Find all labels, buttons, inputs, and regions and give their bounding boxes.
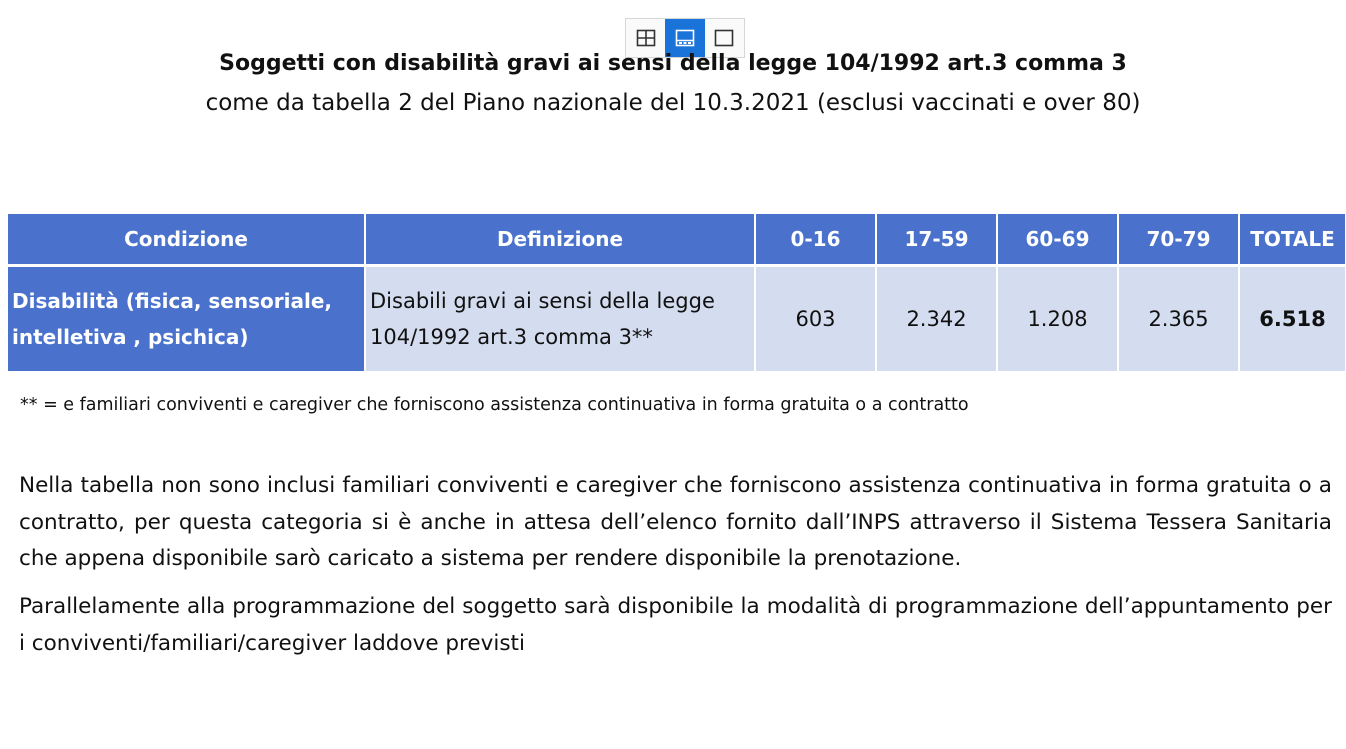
definizione-line2: 104/1992 art.3 comma 3** [370,325,653,349]
paragraph-1: Nella tabella non sono inclusi familiari conviventi e caregiver che forniscono assistenza continuativa in forma gratuita o a contratto, per questa categoria si è anche in attesa dell’elenco fornito dall’INPS attraverso il Sistema Tessera Sanitaria che appena disponibile sarò caricato a sistema per rendere disponibile la prenotazione. [19,473,1332,571]
cell-totale: 6.518 [1239,266,1345,372]
header-definizione: Definizione [365,214,755,266]
header-17-59: 17-59 [876,214,997,266]
grid-layout-icon [636,29,656,47]
paragraph-2: Parallelamente alla programmazione del soggetto sarà disponibile la modalità di programmazione dell’appuntamento per i conviventi/familiari/caregiver laddove previsti [19,594,1332,656]
header-70-79: 70-79 [1118,214,1239,266]
table-footnote: ** = e familiari conviventi e caregiver che forniscono assistenza continuativa in forma gratuita o a contratto [20,395,969,415]
table-header-row [8,214,1345,266]
table-row [8,266,1345,372]
slide-layout-icon [675,29,695,47]
cell-60-69: 1.208 [997,266,1118,372]
slide-subtitle: come da tabella 2 del Piano nazionale del 10.3.2021 (esclusi vaccinati e over 80) [205,90,1141,116]
condizione-line1: Disabilità (fisica, sensoriale, [12,289,332,313]
header-totale: TOTALE [1239,214,1345,266]
cell-70-79: 2.365 [1118,266,1239,372]
cell-condizione [8,266,365,372]
cell-17-59: 2.342 [876,266,997,372]
cell-0-16: 603 [755,266,876,372]
condizione-line2: intelletiva , psichica) [12,325,249,349]
header-60-69: 60-69 [997,214,1118,266]
header-condizione: Condizione [8,214,365,266]
single-view-icon [714,29,734,47]
slide-title: Soggetti con disabilità gravi ai sensi della legge 104/1992 art.3 comma 3 [219,51,1127,76]
cell-definizione [365,266,755,372]
header-0-16: 0-16 [755,214,876,266]
disability-table [8,214,1345,371]
definizione-line1: Disabili gravi ai sensi della legge [370,289,715,313]
